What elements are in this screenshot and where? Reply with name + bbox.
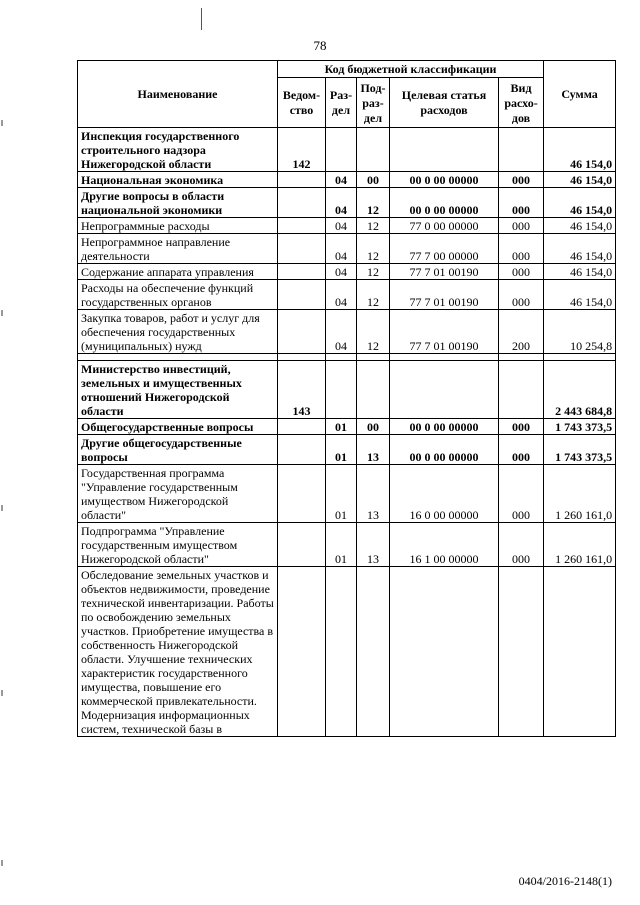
spacer-cell: [390, 354, 499, 361]
cell-vid: 000: [499, 172, 544, 188]
spacer-cell: [278, 354, 326, 361]
cell-ved: 143: [278, 361, 326, 419]
cell-ved: [278, 172, 326, 188]
cell-sum: 46 154,0: [544, 172, 616, 188]
cell-sum: 1 743 373,5: [544, 419, 616, 435]
cell-ved: [278, 419, 326, 435]
spacer-cell: [499, 354, 544, 361]
cell-vid: 000: [499, 264, 544, 280]
cell-razd: [326, 361, 357, 419]
cell-podr: 12: [357, 264, 390, 280]
cell-razd: [326, 567, 357, 737]
table-row: [78, 172, 616, 188]
document-code: 0404/2016-2148(1): [518, 874, 612, 888]
scan-artifact-line: [201, 8, 202, 30]
cell-name: Подпрограмма "Управление государственным имуществом Нижегородской области": [78, 523, 278, 567]
cell-name: Общегосударственные вопросы: [78, 419, 278, 435]
cell-name: Непрограммное направление деятельности: [78, 234, 278, 264]
cell-podr: [357, 567, 390, 737]
cell-sum: [544, 567, 616, 737]
table-row: [78, 264, 616, 280]
table-row: [78, 218, 616, 234]
cell-podr: 00: [357, 172, 390, 188]
cell-ved: [278, 280, 326, 310]
cell-cs: 16 1 00 00000: [390, 523, 499, 567]
cell-podr: 13: [357, 523, 390, 567]
cell-razd: 04: [326, 264, 357, 280]
spacer-cell: [78, 354, 278, 361]
cell-name: Непрограммные расходы: [78, 218, 278, 234]
cell-cs: [390, 567, 499, 737]
cell-cs: 00 0 00 00000: [390, 188, 499, 218]
cell-razd: 01: [326, 419, 357, 435]
cell-cs: 77 7 01 00190: [390, 310, 499, 354]
cell-sum: 46 154,0: [544, 264, 616, 280]
cell-ved: 142: [278, 128, 326, 172]
cell-name: Другие общегосударственные вопросы: [78, 435, 278, 465]
header-name: Наименование: [78, 61, 278, 128]
cell-razd: 01: [326, 523, 357, 567]
cell-cs: 00 0 00 00000: [390, 172, 499, 188]
cell-name: Государственная программа "Управление государственным имуществом Нижегородской области": [78, 465, 278, 523]
table-row: [78, 465, 616, 523]
cell-sum: 46 154,0: [544, 188, 616, 218]
cell-sum: 1 743 373,5: [544, 435, 616, 465]
cell-cs: 00 0 00 00000: [390, 419, 499, 435]
cell-podr: 13: [357, 435, 390, 465]
cell-razd: 04: [326, 188, 357, 218]
cell-sum: 1 260 161,0: [544, 523, 616, 567]
cell-name: Другие вопросы в области национальной экономики: [78, 188, 278, 218]
cell-ved: [278, 234, 326, 264]
cell-vid: [499, 128, 544, 172]
cell-sum: 46 154,0: [544, 280, 616, 310]
header-razdel: Раз-дел: [326, 78, 357, 128]
cell-vid: [499, 567, 544, 737]
cell-vid: 000: [499, 234, 544, 264]
cell-razd: 04: [326, 280, 357, 310]
cell-name: Закупка товаров, работ и услуг для обеспечения государственных (муниципальных) нужд: [78, 310, 278, 354]
scan-artifact-edge: [0, 0, 4, 905]
cell-cs: 77 0 00 00000: [390, 218, 499, 234]
cell-razd: 04: [326, 234, 357, 264]
cell-podr: 12: [357, 310, 390, 354]
cell-vid: 000: [499, 280, 544, 310]
cell-cs: 77 7 01 00190: [390, 280, 499, 310]
cell-vid: 000: [499, 435, 544, 465]
header-vedomstvo: Ведом-ство: [278, 78, 326, 128]
header-sum: Сумма: [544, 61, 616, 128]
cell-podr: [357, 361, 390, 419]
cell-podr: 12: [357, 234, 390, 264]
table-row: [78, 361, 616, 419]
cell-name: Инспекция государственного строительного надзора Нижегородской области: [78, 128, 278, 172]
cell-ved: [278, 218, 326, 234]
table-row: [78, 280, 616, 310]
cell-razd: [326, 128, 357, 172]
spacer-cell: [544, 354, 616, 361]
cell-ved: [278, 567, 326, 737]
cell-sum: 10 254,8: [544, 310, 616, 354]
cell-ved: [278, 188, 326, 218]
cell-ved: [278, 465, 326, 523]
cell-sum: 2 443 684,8: [544, 361, 616, 419]
table-row: [78, 435, 616, 465]
cell-cs: 77 7 00 00000: [390, 234, 499, 264]
spacer-row: [78, 354, 616, 361]
table-row: [78, 188, 616, 218]
cell-razd: 04: [326, 172, 357, 188]
cell-ved: [278, 435, 326, 465]
cell-podr: 12: [357, 280, 390, 310]
cell-vid: 000: [499, 188, 544, 218]
table-row: [78, 234, 616, 264]
cell-podr: 12: [357, 218, 390, 234]
cell-podr: 00: [357, 419, 390, 435]
spacer-cell: [326, 354, 357, 361]
table-row: [78, 419, 616, 435]
cell-ved: [278, 310, 326, 354]
cell-cs: 77 7 01 00190: [390, 264, 499, 280]
table-row: [78, 128, 616, 172]
header-podrazdel: Под-раз-дел: [357, 78, 390, 128]
cell-sum: 46 154,0: [544, 128, 616, 172]
header-kbk: Код бюджетной классификации: [278, 61, 544, 78]
page-number: 78: [313, 38, 327, 53]
cell-cs: 16 0 00 00000: [390, 465, 499, 523]
budget-table: [77, 60, 616, 737]
table-header-row: [78, 61, 616, 78]
cell-razd: 01: [326, 435, 357, 465]
cell-cs: [390, 128, 499, 172]
cell-sum: 46 154,0: [544, 218, 616, 234]
header-tselevaya: Целевая статья расходов: [390, 78, 499, 128]
table-body: [78, 128, 616, 737]
cell-sum: 46 154,0: [544, 234, 616, 264]
cell-podr: 12: [357, 188, 390, 218]
cell-ved: [278, 523, 326, 567]
cell-name: Расходы на обеспечение функций государственных органов: [78, 280, 278, 310]
cell-sum: 1 260 161,0: [544, 465, 616, 523]
cell-cs: 00 0 00 00000: [390, 435, 499, 465]
cell-ved: [278, 264, 326, 280]
cell-podr: [357, 128, 390, 172]
cell-cs: [390, 361, 499, 419]
cell-name: Содержание аппарата управления: [78, 264, 278, 280]
cell-razd: 04: [326, 218, 357, 234]
cell-vid: 000: [499, 523, 544, 567]
cell-vid: 000: [499, 419, 544, 435]
cell-name: Обследование земельных участков и объектов недвижимости, проведение технической инвентаризации. Работы по освобождению земельных участков. Приобретение имущества в собственность Нижегородской области. Улучшение технических характеристик государственного имущества, повышение его коммерческой привлекательности. Модернизация информационных систем, технической базы в: [78, 567, 278, 737]
spacer-cell: [357, 354, 390, 361]
cell-podr: 13: [357, 465, 390, 523]
table-row: [78, 523, 616, 567]
cell-vid: 200: [499, 310, 544, 354]
table-row: [78, 310, 616, 354]
cell-vid: [499, 361, 544, 419]
header-vid: Вид расхо-дов: [499, 78, 544, 128]
cell-vid: 000: [499, 218, 544, 234]
cell-razd: 01: [326, 465, 357, 523]
cell-vid: 000: [499, 465, 544, 523]
cell-name: Национальная экономика: [78, 172, 278, 188]
table-row: [78, 567, 616, 737]
cell-name: Министерство инвестиций, земельных и имущественных отношений Нижегородской области: [78, 361, 278, 419]
cell-razd: 04: [326, 310, 357, 354]
